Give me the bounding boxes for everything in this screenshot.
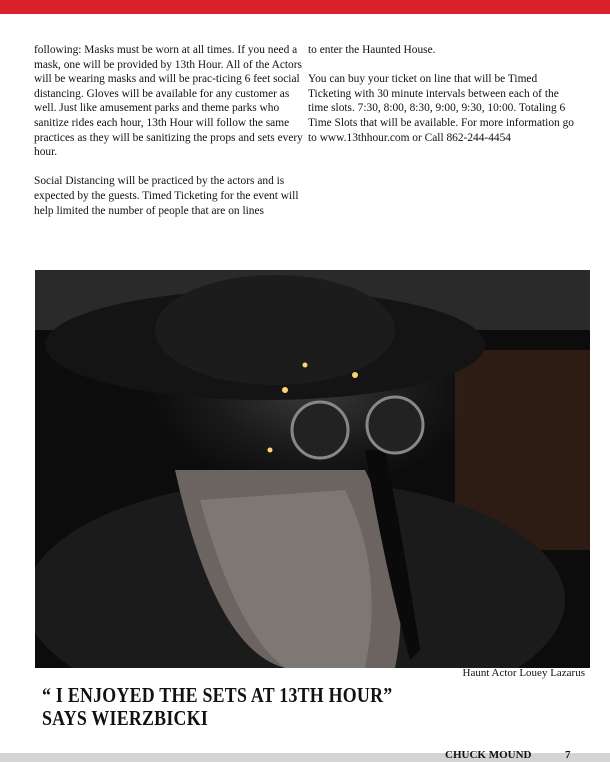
haunt-actor-photo xyxy=(35,270,590,668)
footer-author: CHUCK MOUND xyxy=(445,749,532,761)
paragraph: following: Masks must be worn at all times. If you need a mask, one will be provided by 13th Hour. All of the Actors will be wearing masks and will be prac-ticing 6 feet social distancing. Gloves will be available for any customer as well. Just like amusement parks and theme parks who sanitize rides each hour, 13th Hour will follow the same practices as they will be sanitizing the props and sets every hour. xyxy=(34,44,303,159)
top-accent-bar xyxy=(0,0,610,14)
headline-line-2: SAYS WIERZBICKI xyxy=(42,706,209,730)
page-number: 7 xyxy=(565,749,571,761)
headline-line-1: “ I ENJOYED THE SETS AT 13TH HOUR” xyxy=(42,683,393,707)
article-column-2 xyxy=(308,43,580,160)
pull-quote-headline xyxy=(42,684,392,730)
paragraph: You can buy your ticket on line that will be Timed Ticketing with 30 minute intervals between each of the time slots. 7:30, 8:00, 8:30, 9:00, 9:30, 10:00. Totaling 6 Time Slots that will be available. For more information go to www.13thhour.com or Call 862-244-4454 xyxy=(308,73,574,144)
paragraph: to enter the Haunted House. xyxy=(308,44,436,56)
article-column-1 xyxy=(34,43,304,233)
paragraph: Social Distancing will be practiced by the actors and is expected by the guests. Timed Ticketing for the event will help limited the number of people that are on lines xyxy=(34,175,299,217)
photo-caption: Haunt Actor Louey Lazarus xyxy=(462,667,585,679)
